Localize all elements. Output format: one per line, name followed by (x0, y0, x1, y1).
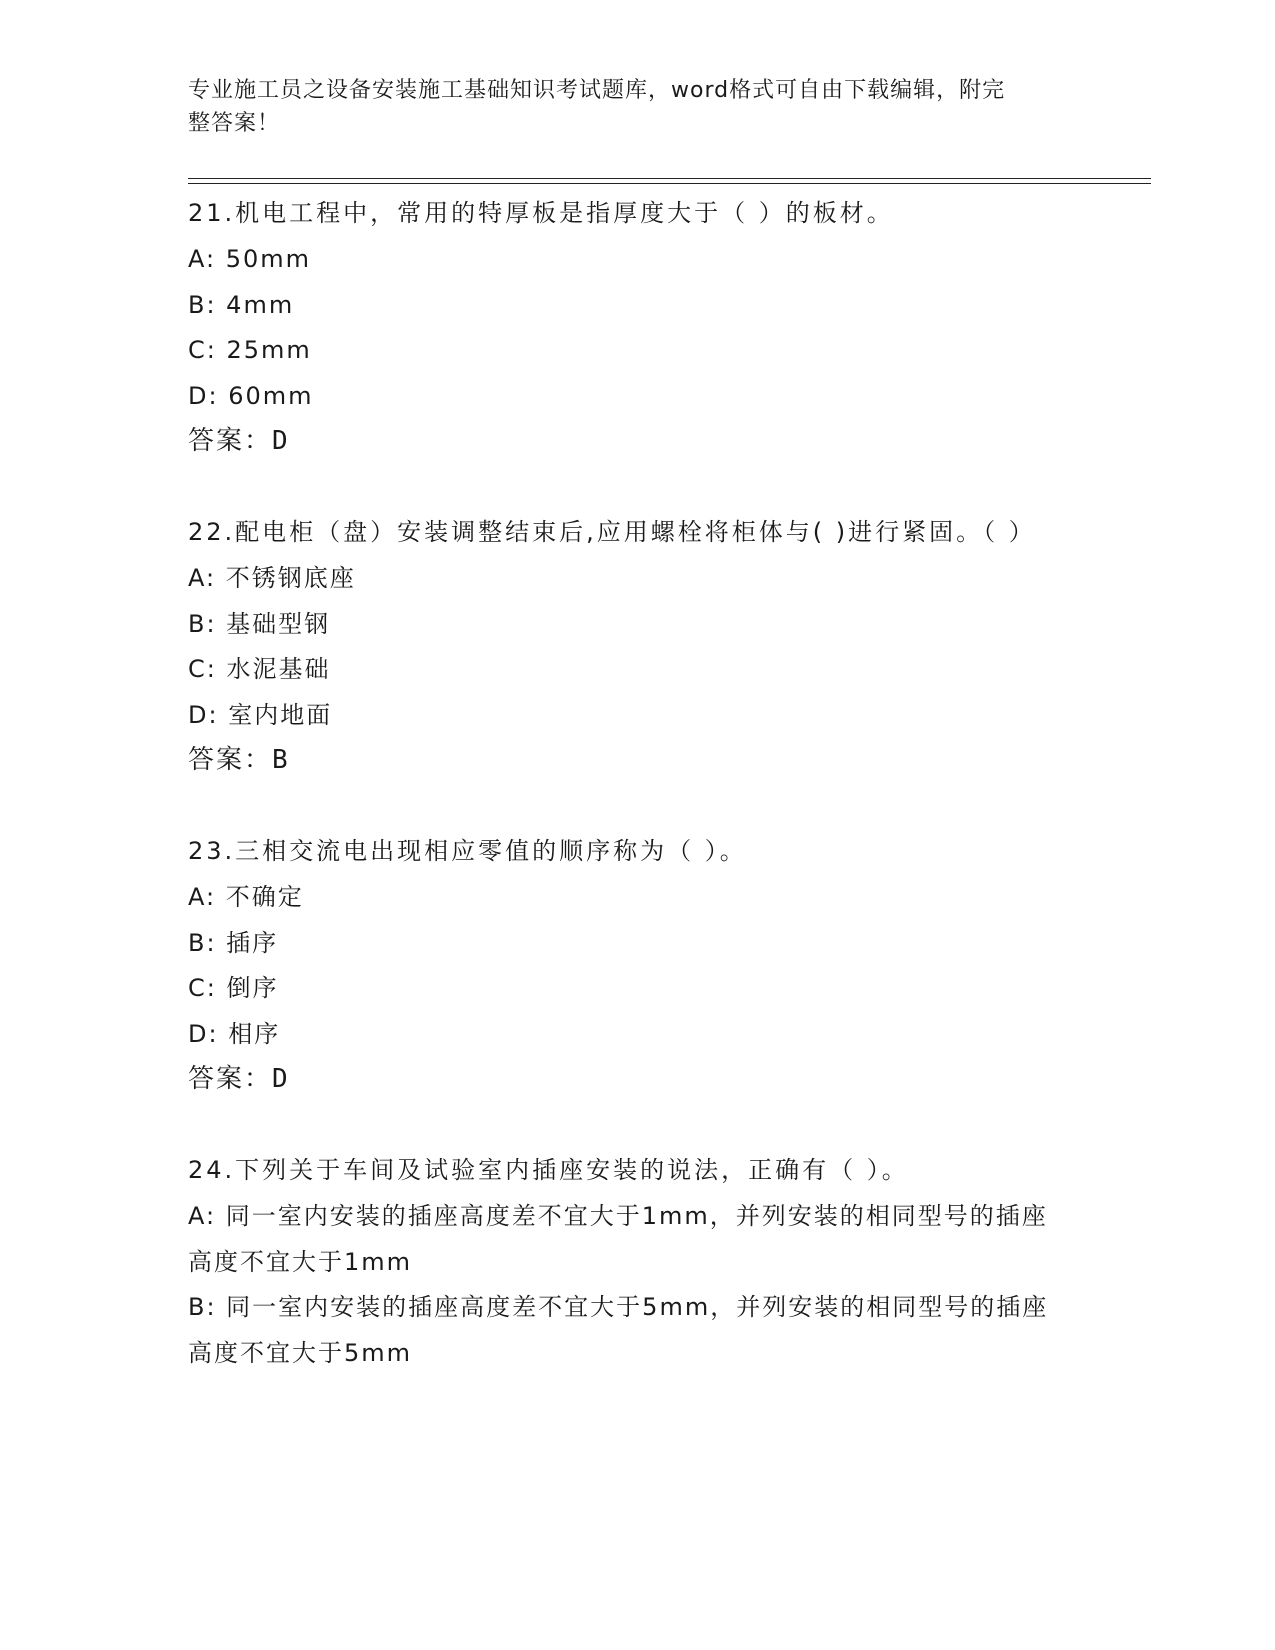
option-a: A: 不确定 (188, 883, 304, 911)
answer-value: D (272, 1064, 290, 1094)
document-header (188, 74, 1068, 140)
option-b: B: 插序 (188, 928, 279, 957)
answer (188, 1057, 1068, 1101)
header-line-1: 专业施工员之设备安装施工基础知识考试题库，word格式可自由下载编辑，附完 (188, 78, 1006, 103)
question-stem: 23.三相交流电出现相应零值的顺序称为（ ）。 (188, 837, 747, 865)
option-c: C: 倒序 (188, 974, 279, 1002)
question-stem: 22.配电柜（盘）安装调整结束后,应用螺栓将柜体与( )进行紧固。（ ） (188, 518, 1036, 546)
question-list (188, 192, 1068, 1376)
option-a: A: 不锈钢底座 (188, 564, 356, 592)
option-a: A: 同一室内安装的插座高度差不宜大于1mm，并列安装的相同型号的插座高度不宜大于1mm (188, 1202, 1048, 1276)
answer (188, 419, 1068, 463)
option-b: B: 同一室内安装的插座高度差不宜大于5mm，并列安装的相同型号的插座高度不宜大于5mm (188, 1293, 1049, 1367)
option-c: C: 25mm (188, 336, 312, 364)
question-stem: 24.下列关于车间及试验室内插座安装的说法，正确有（ ）。 (188, 1156, 909, 1184)
header-divider-bottom (188, 183, 1151, 184)
answer-value: B (272, 745, 290, 775)
header-divider-top (188, 178, 1151, 179)
option-b: B: 4mm (188, 290, 295, 319)
option-a: A: 50mm (188, 245, 312, 273)
answer (188, 738, 1068, 782)
option-d: D: 室内地面 (188, 700, 333, 729)
header-line-2: 整答案！ (188, 111, 281, 136)
question-22 (188, 511, 1068, 782)
option-b: B: 基础型钢 (188, 609, 331, 638)
question-23 (188, 830, 1068, 1101)
option-d: D: 60mm (188, 381, 314, 410)
question-21 (188, 192, 1068, 463)
answer-value: D (272, 426, 290, 456)
question-24 (188, 1149, 1068, 1376)
option-d: D: 相序 (188, 1019, 281, 1048)
answer-label: 答案： (188, 426, 273, 456)
question-stem: 21.机电工程中，常用的特厚板是指厚度大于（ ）的板材。 (188, 199, 894, 227)
option-c: C: 水泥基础 (188, 655, 331, 683)
answer-label: 答案： (188, 1064, 273, 1094)
answer-label: 答案： (188, 745, 273, 775)
